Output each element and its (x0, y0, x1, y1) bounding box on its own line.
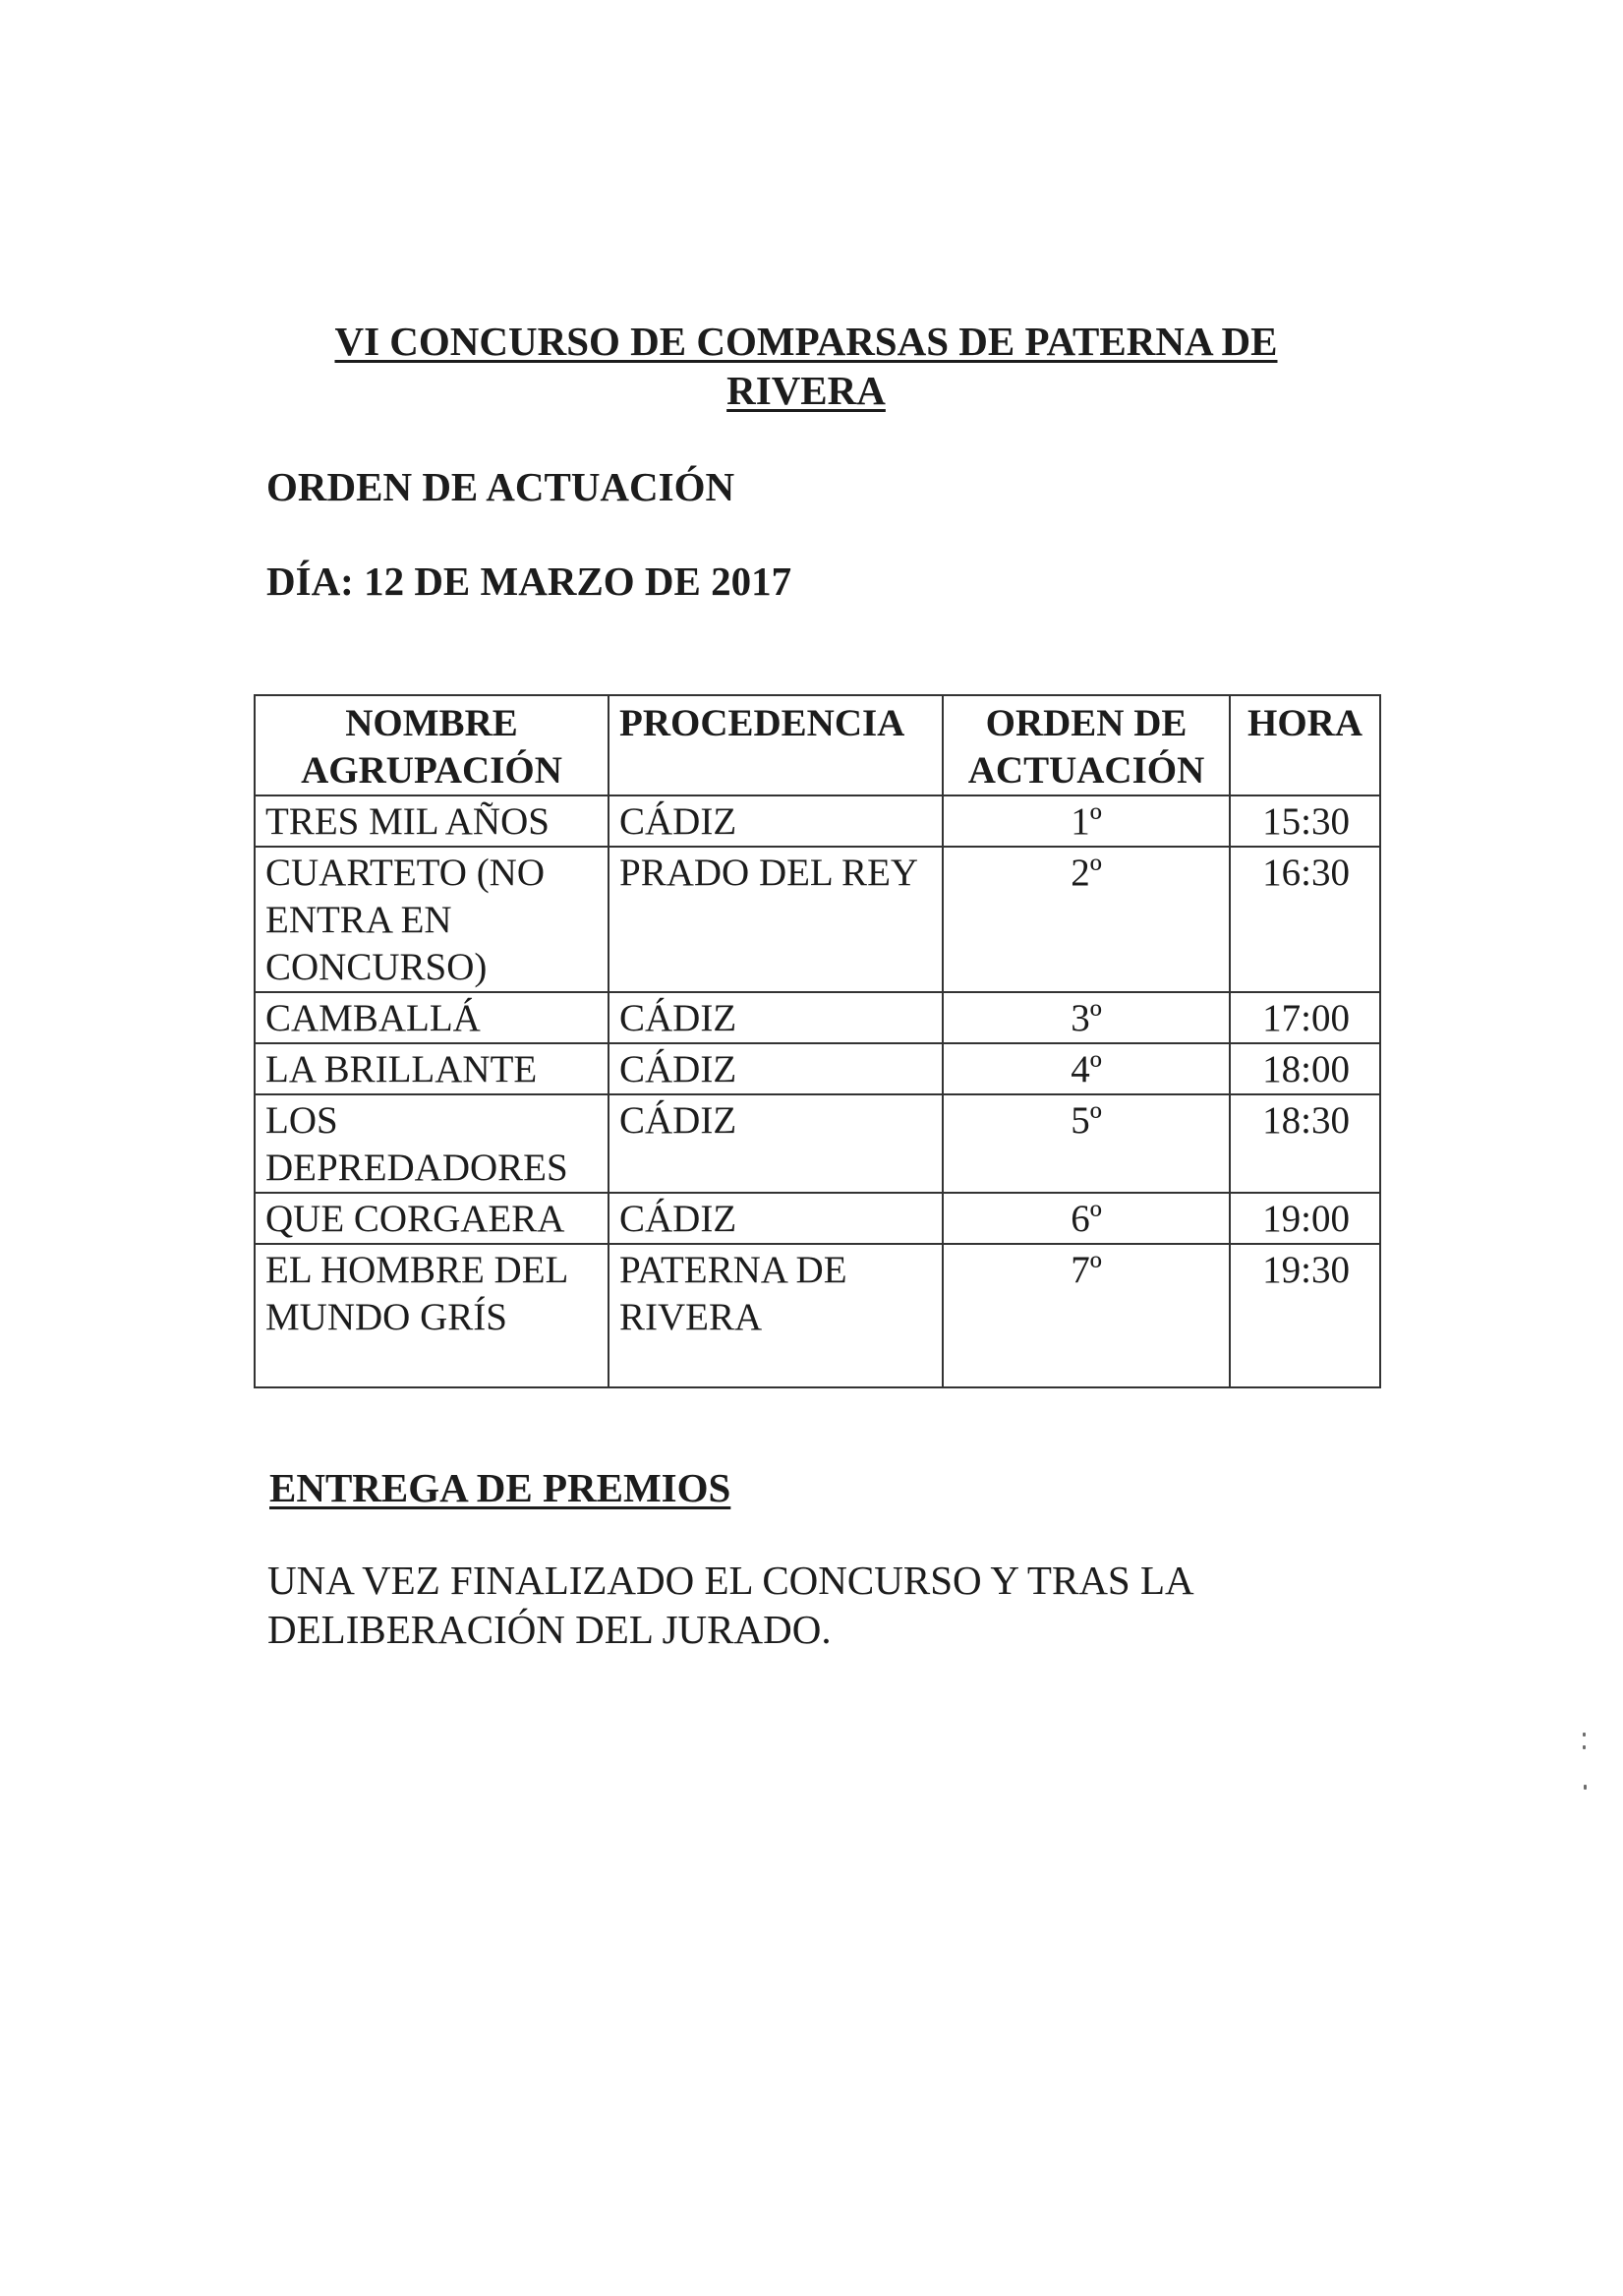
cell-order: 4º (943, 1043, 1230, 1094)
header-order: ORDEN DE ACTUACIÓN (943, 695, 1230, 795)
table-row (255, 1193, 1380, 1244)
header-time: HORA (1230, 695, 1380, 795)
cell-time: 19:00 (1230, 1193, 1380, 1244)
title-line-2: RIVERA (726, 368, 886, 413)
table-row (255, 847, 1380, 992)
header-name: NOMBRE AGRUPACIÓN (255, 695, 609, 795)
cell-name: QUE CORGAERA (255, 1193, 609, 1244)
cell-name: CAMBALLÁ (255, 992, 609, 1043)
cell-time: 17:00 (1230, 992, 1380, 1043)
table-row (255, 795, 1380, 847)
cell-time: 18:30 (1230, 1094, 1380, 1193)
cell-order: 2º (943, 847, 1230, 992)
scan-speck (1584, 1785, 1587, 1790)
cell-name: LOS DEPREDADORES (255, 1094, 609, 1193)
cell-origin: CÁDIZ (609, 1193, 943, 1244)
cell-time: 16:30 (1230, 847, 1380, 992)
header-origin: PROCEDENCIA (609, 695, 943, 795)
document-title (295, 317, 1317, 415)
table-row (255, 992, 1380, 1043)
table-row (255, 1094, 1380, 1193)
cell-origin: CÁDIZ (609, 1043, 943, 1094)
cell-order: 6º (943, 1193, 1230, 1244)
date-heading: DÍA: 12 DE MARZO DE 2017 (266, 559, 792, 604)
cell-order: 5º (943, 1094, 1230, 1193)
prizes-heading: ENTREGA DE PREMIOS (269, 1465, 731, 1510)
table-header-row (255, 695, 1380, 795)
cell-origin: CÁDIZ (609, 795, 943, 847)
cell-name: LA BRILLANTE (255, 1043, 609, 1094)
cell-origin: CÁDIZ (609, 992, 943, 1043)
cell-order: 3º (943, 992, 1230, 1043)
table-row (255, 1043, 1380, 1094)
cell-order: 1º (943, 795, 1230, 847)
cell-time: 15:30 (1230, 795, 1380, 847)
order-heading: ORDEN DE ACTUACIÓN (266, 464, 735, 509)
prizes-text: UNA VEZ FINALIZADO EL CONCURSO Y TRAS LA DELIBERACIÓN DEL JURADO. (267, 1558, 1192, 1652)
cell-name: EL HOMBRE DEL MUNDO GRÍS (255, 1244, 609, 1387)
cell-origin: PATERNA DE RIVERA (609, 1244, 943, 1387)
schedule-table (254, 694, 1381, 1388)
title-line-1: VI CONCURSO DE COMPARSAS DE PATERNA DE (334, 319, 1278, 364)
table-row (255, 1244, 1380, 1387)
scan-speck (1583, 1733, 1586, 1737)
cell-time: 18:00 (1230, 1043, 1380, 1094)
cell-order: 7º (943, 1244, 1230, 1387)
cell-origin: PRADO DEL REY (609, 847, 943, 992)
cell-origin: CÁDIZ (609, 1094, 943, 1193)
cell-time: 19:30 (1230, 1244, 1380, 1387)
cell-name: TRES MIL AÑOS (255, 795, 609, 847)
cell-name: CUARTETO (NO ENTRA EN CONCURSO) (255, 847, 609, 992)
scan-speck (1583, 1745, 1586, 1749)
